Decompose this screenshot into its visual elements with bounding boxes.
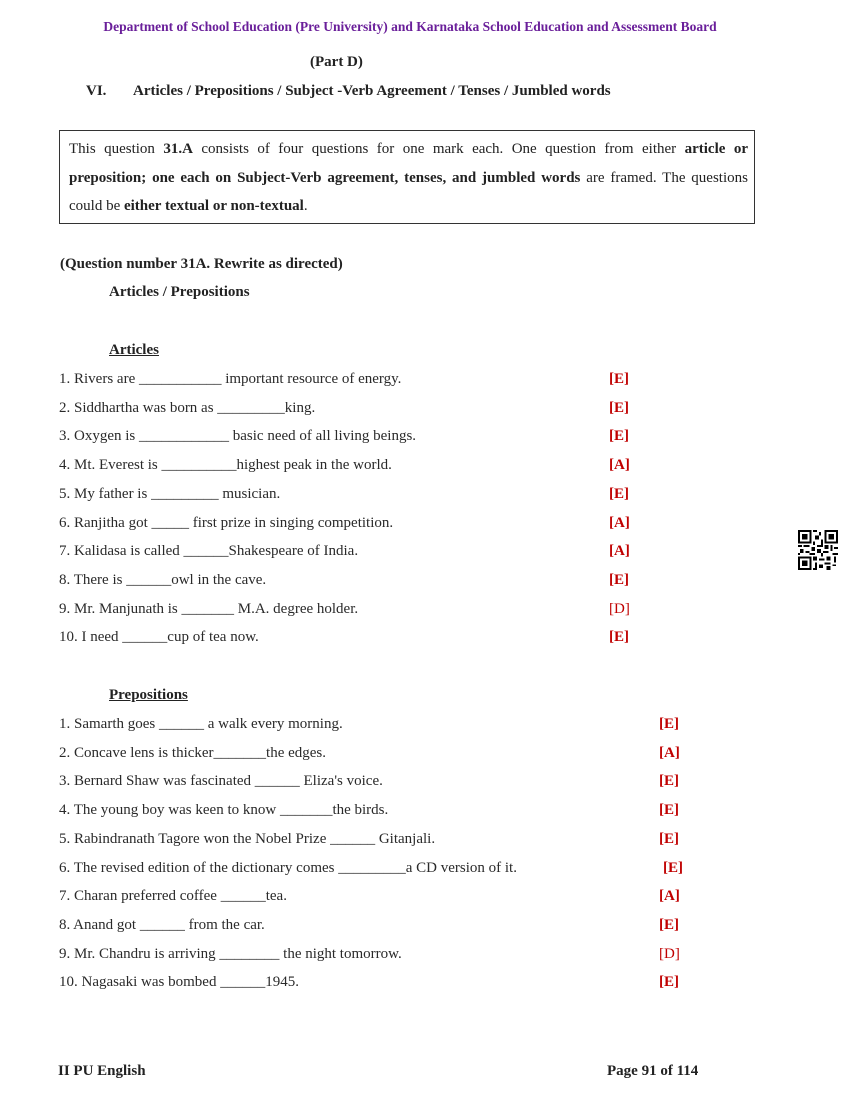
section-number: VI. — [86, 83, 107, 99]
difficulty-tag: [D] — [609, 600, 630, 617]
footer-course: II PU English — [58, 1063, 146, 1079]
prepositions-question-1: 1. Samarth goes ______ a walk every morning. — [59, 716, 343, 732]
section-title: Articles / Prepositions / Subject -Verb Agreement / Tenses / Jumbled words — [133, 83, 611, 99]
articles-question-6: 6. Ranjitha got _____ first prize in singing competition. — [59, 514, 394, 531]
difficulty-tag: [E] — [609, 428, 629, 445]
prepositions-question-10: 10. Nagasaki was bombed ______1945. — [59, 974, 299, 991]
prepositions-question-2: 2. Concave lens is thicker_______the edges. — [59, 744, 327, 761]
difficulty-tag: [A] — [609, 457, 630, 474]
difficulty-tag: [E] — [659, 773, 679, 790]
instruction-bold: article or preposition; one each on Subject-Verb agreement, tenses, and jumbled words — [69, 141, 748, 186]
articles-question-3: 3. Oxygen is ____________ basic need of all living beings. — [59, 428, 417, 445]
topic-subheading: Articles / Prepositions — [109, 284, 250, 300]
difficulty-tag: [A] — [609, 514, 630, 531]
difficulty-tag: [E] — [659, 716, 679, 732]
instruction-bold: either textual or non-textual — [123, 198, 304, 215]
question-number-line: (Question number 31A. Rewrite as directed) — [60, 256, 343, 272]
difficulty-tag: [A] — [609, 543, 630, 560]
prepositions-question-9: 9. Mr. Chandru is arriving ________ the night tomorrow. — [59, 945, 402, 962]
articles-question-7: 7. Kalidasa is called ______Shakespeare of India. — [59, 543, 359, 560]
board-header: Department of School Education (Pre University) and Karnataka School Education and Assessment Board — [103, 19, 717, 34]
prepositions-question-7: 7. Charan preferred coffee ______tea. — [59, 888, 287, 905]
difficulty-tag: [E] — [663, 859, 683, 876]
difficulty-tag: [E] — [609, 399, 629, 416]
prepositions-question-4: 4. The young boy was keen to know _______the birds. — [59, 802, 389, 819]
difficulty-tag: [E] — [609, 485, 629, 502]
articles-question-4: 4. Mt. Everest is __________highest peak in the world. — [59, 457, 392, 474]
articles-question-9: 9. Mr. Manjunath is _______ M.A. degree holder. — [59, 600, 359, 617]
difficulty-tag: [E] — [659, 802, 679, 819]
articles-question-1: 1. Rivers are ___________ important resource of energy. — [59, 371, 402, 387]
difficulty-tag: [E] — [659, 830, 679, 847]
part-label: (Part D) — [310, 54, 363, 70]
difficulty-tag: [D] — [659, 945, 680, 962]
instruction-bold: 31.A — [163, 141, 193, 157]
prepositions-question-5: 5. Rabindranath Tagore won the Nobel Prize ______ Gitanjali. — [59, 830, 436, 847]
page-number: Page 91 of 114 — [607, 1063, 699, 1079]
difficulty-tag: [E] — [609, 571, 629, 588]
instruction-text: consists of four questions for one mark each. One question from either — [192, 141, 685, 157]
articles-question-10: 10. I need ______cup of tea now. — [59, 629, 259, 646]
instruction-box — [59, 130, 755, 224]
prepositions-question-6: 6. The revised edition of the dictionary comes _________a CD version of it. — [59, 859, 517, 876]
instruction-text: are framed. The questions could be — [69, 169, 748, 215]
qr-code-icon — [798, 530, 838, 570]
prepositions-question-3: 3. Bernard Shaw was fascinated ______ Eliza's voice. — [59, 773, 383, 790]
articles-heading: Articles — [109, 342, 159, 358]
prepositions-question-8: 8. Anand got ______ from the car. — [59, 916, 265, 933]
difficulty-tag: [E] — [609, 629, 629, 646]
prepositions-heading: Prepositions — [109, 687, 188, 703]
articles-question-8: 8. There is ______owl in the cave. — [59, 571, 267, 588]
difficulty-tag: [E] — [659, 974, 679, 991]
instruction-text: . — [303, 198, 308, 215]
difficulty-tag: [E] — [609, 371, 629, 387]
instruction-text: This question — [69, 141, 164, 157]
difficulty-tag: [A] — [659, 744, 680, 761]
difficulty-tag: [E] — [659, 916, 679, 933]
difficulty-tag: [A] — [659, 888, 680, 905]
articles-question-5: 5. My father is _________ musician. — [59, 485, 281, 502]
articles-question-2: 2. Siddhartha was born as _________king. — [59, 399, 316, 416]
